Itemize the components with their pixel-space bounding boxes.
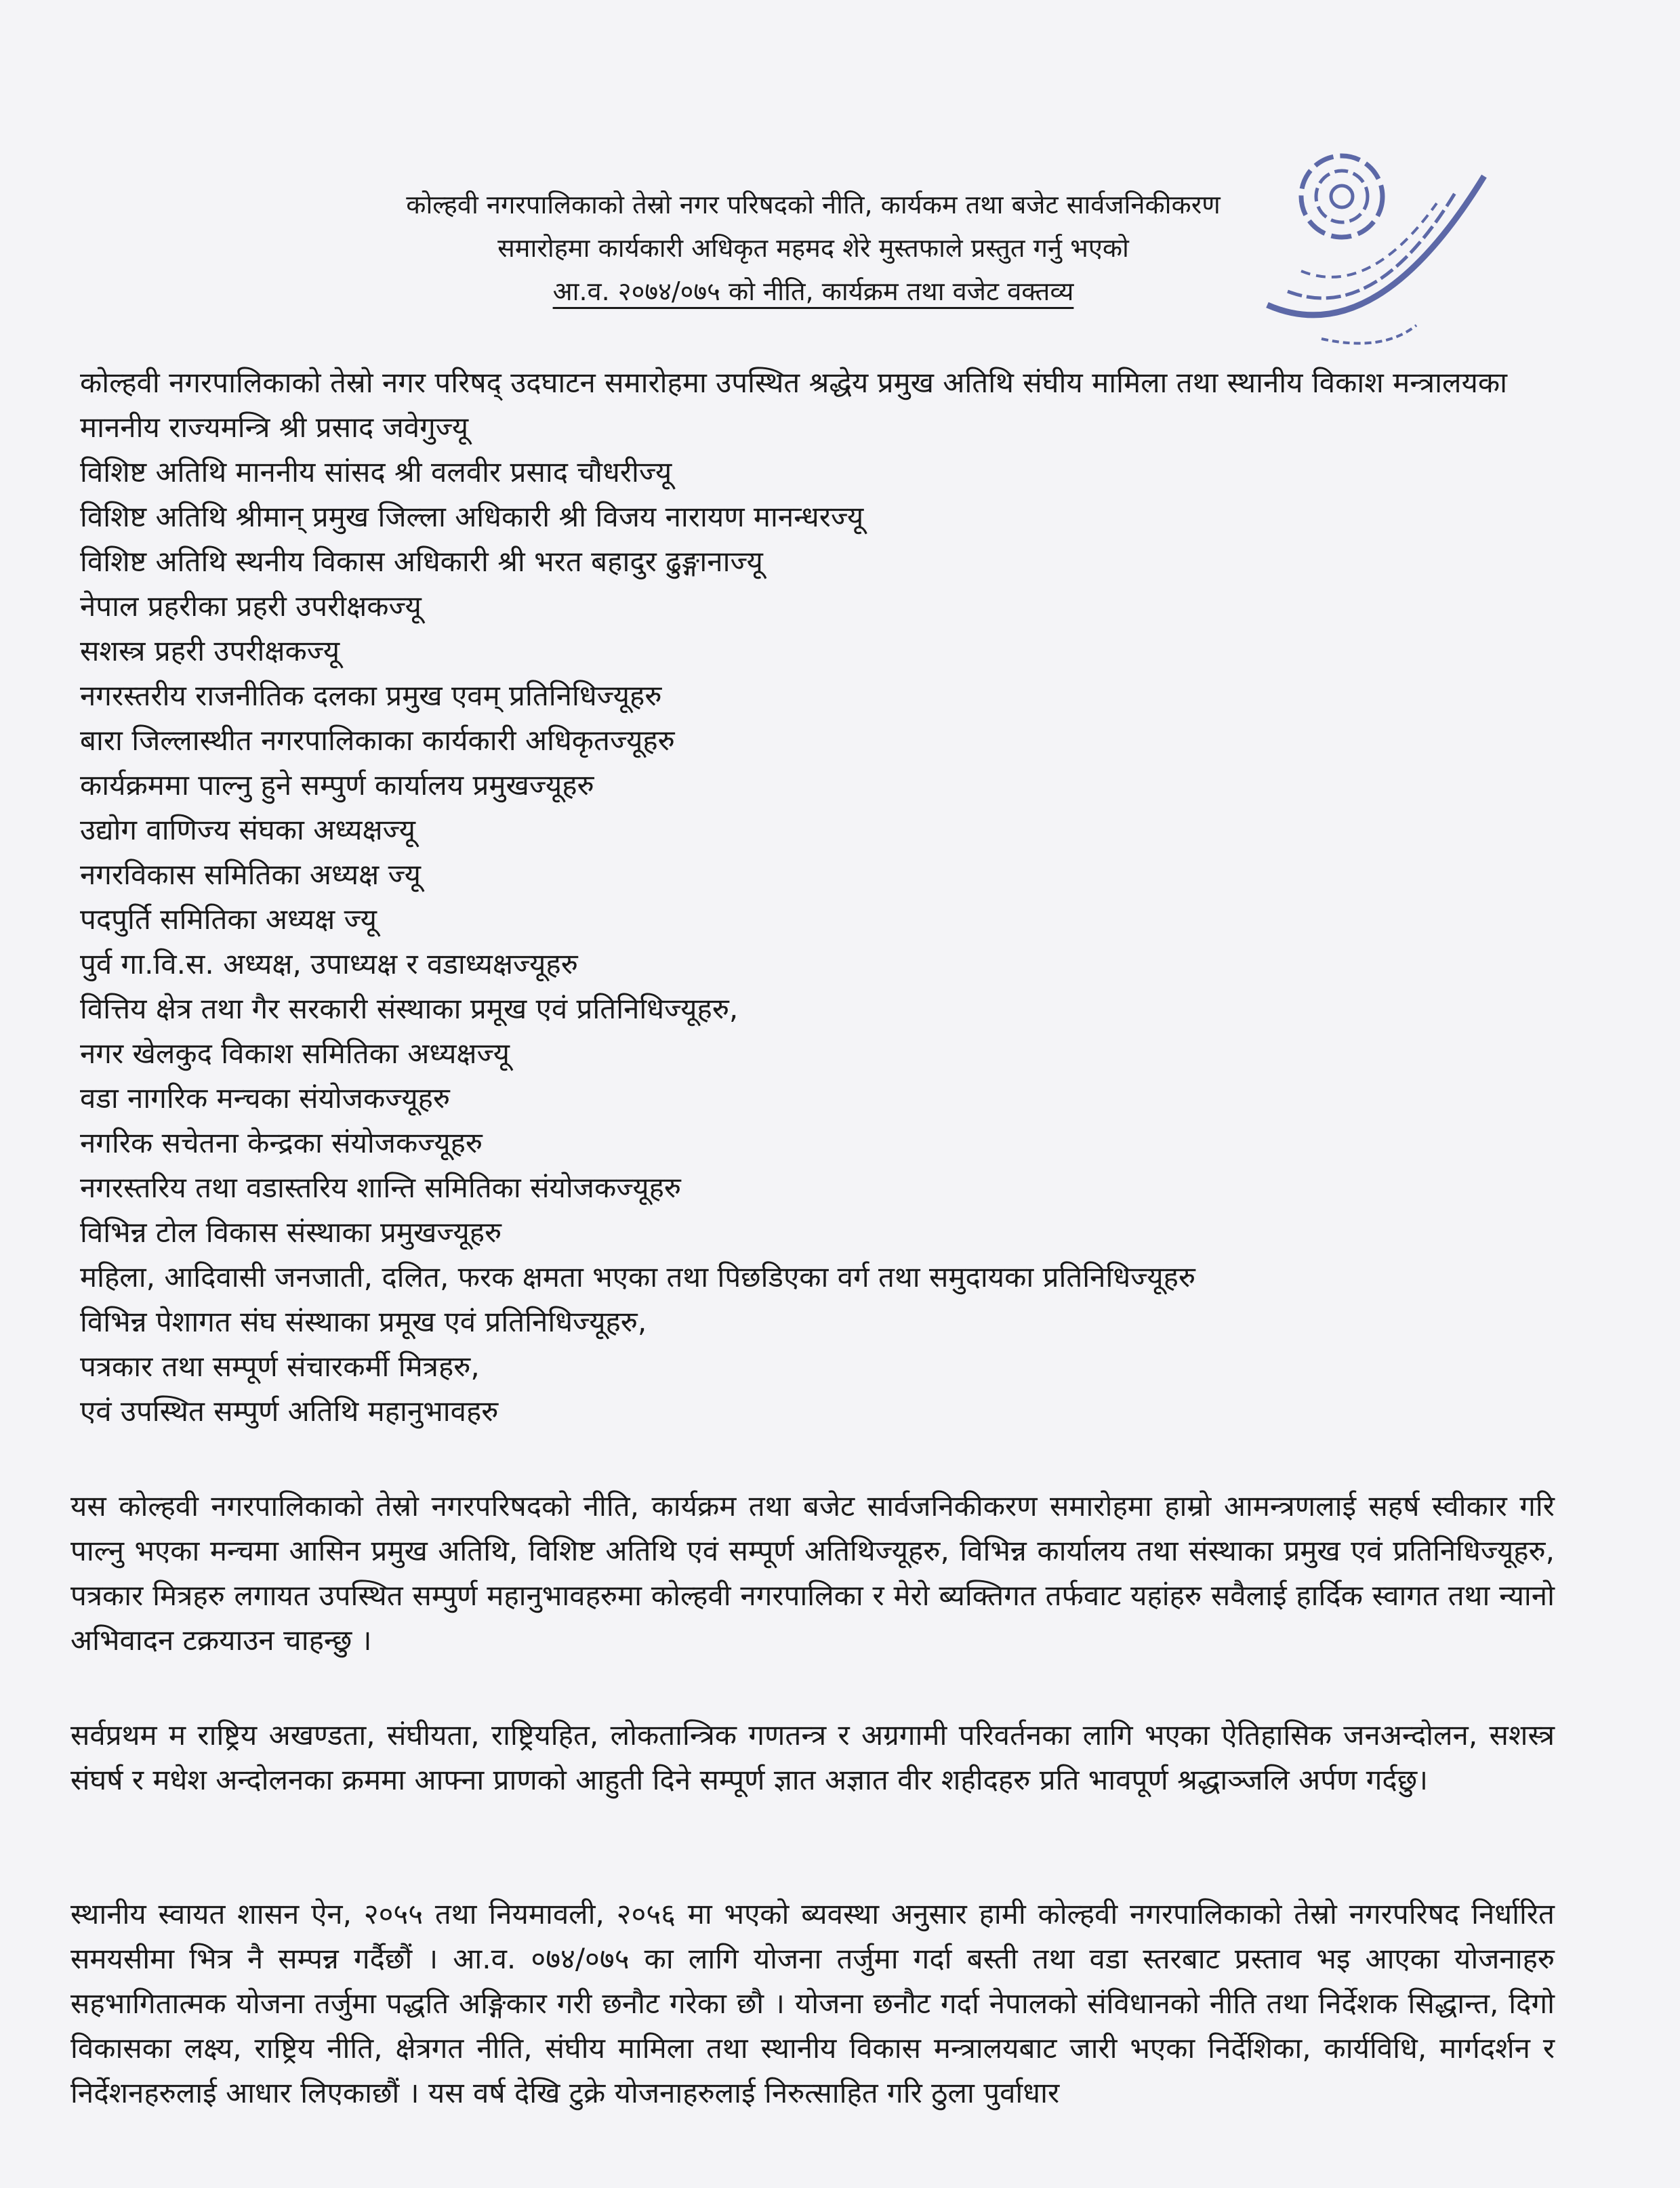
salutation-line: वित्तिय क्षेत्र तथा गैर सरकारी संस्थाका प्रमूख एवं प्रतिनिधिज्यूहरु, (80, 992, 739, 1025)
salutation-line: महिला, आदिवासी जनजाती, दलित, फरक क्षमता भएका तथा पिछडिएका वर्ग तथा समुदायका प्रतिनिधिज्यूहरु (80, 1260, 1195, 1294)
header-title-line-2: समारोहमा कार्यकारी अधिकृत महमद शेरे मुस्तफाले प्रस्तुत गर्नु भएको (497, 233, 1129, 263)
body-paragraph-planning: स्थानीय स्वायत शासन ऐन, २०५५ तथा नियमावली, २०५६ मा भएको ब्यवस्था अनुसार हामी कोल्हवी नगरपालिकाको तेस्रो नगरपरिषद निर्धारित समयसीमा भित्र नै सम्पन्न गर्दैछौं । आ.व. ०७४/०७५ का लागि योजना तर्जुमा गर्दा बस्ती तथा वडा स्तरबाट प्रस्ताव भइ आएका योजनाहरु सहभागितात्मक योजना तर्जुमा पद्धति अङ्गिकार गरी छनौट गरेका छौ । योजना छनौट गर्दा नेपालको संविधानको नीति तथा निर्देशक सिद्धान्त, दिगो विकासका लक्ष्य, राष्ट्रिय नीति, क्षेत्रगत नीति, संघीय मामिला तथा स्थानीय विकास मन्त्रालयबाट जारी भएका निर्देशिका, कार्यविधि, मार्गदर्शन र निर्देशनहरुलाई आधार लिएकाछौं । यस वर्ष देखि टुक्रे योजनाहरुलाई निरुत्साहित गरि ठुला पुर्वाधार (70, 1897, 1555, 2109)
salutation-line: पत्रकार तथा सम्पूर्ण संचारकर्मी मित्रहरु, (80, 1350, 480, 1383)
office-stamp-seal (1240, 136, 1511, 366)
salutation-line: उद्योग वाणिज्य संघका अध्यक्षज्यू (80, 813, 415, 846)
salutation-line: पुर्व गा.वि.स. अध्यक्ष, उपाध्यक्ष र वडाध्यक्षज्यूहरु (80, 947, 578, 981)
salutation-line: नगरिक सचेतना केन्द्रका संयोजकज्यूहरु (80, 1126, 483, 1159)
salutation-line: सशस्त्र प्रहरी उपरीक्षकज्यू (80, 634, 340, 667)
salutation-list (80, 360, 1537, 1434)
salutation-line: विशिष्ट अतिथि माननीय सांसद श्री वलवीर प्रसाद चौधरीज्यू (80, 455, 672, 489)
body-paragraph-tribute: सर्वप्रथम म राष्ट्रिय अखण्डता, संघीयता, राष्ट्रियहित, लोकतान्त्रिक गणतन्त्र र अग्रगामी परिवर्तनका लागि भएका ऐतिहासिक जनअन्दोलन, सशस्त्र संघर्ष र मधेश अन्दोलनका क्रममा आफ्ना प्राणको आहुती दिने सम्पूर्ण ज्ञात अज्ञात वीर शहीदहरु प्रति भावपूर्ण श्रद्धाञ्जलि अर्पण गर्दछु। (70, 1718, 1555, 1796)
salutation-line: विभिन्न पेशागत संघ संस्थाका प्रमूख एवं प्रतिनिधिज्यूहरु, (80, 1305, 647, 1338)
salutation-line: पदपुर्ति समितिका अध्यक्ष ज्यू (80, 903, 377, 936)
salutation-line: नगरस्तरिय तथा वडास्तरिय शान्ति समितिका संयोजकज्यूहरु (80, 1171, 682, 1204)
salutation-line: कोल्हवी नगरपालिकाको तेस्रो नगर परिषद् उदघाटन समारोहमा उपस्थित श्रद्धेय प्रमुख अतिथि संघीय मामिला तथा स्थानीय विकाश मन्त्रालयका माननीय राज्यमन्त्रि श्री प्रसाद जवेगुज्यू (80, 366, 1507, 444)
salutation-line: विभिन्न टोल विकास संस्थाका प्रमुखज्यूहरु (80, 1216, 502, 1249)
body-paragraph-welcome: यस कोल्हवी नगरपालिकाको तेस्रो नगरपरिषदको नीति, कार्यक्रम तथा बजेट सार्वजनिकीकरण समारोहमा हाम्रो आमन्त्रणलाई सहर्ष स्वीकार गरि पाल्नु भएका मन्चमा आसिन प्रमुख अतिथि, विशिष्ट अतिथि एवं सम्पूर्ण अतिथिज्यूहरु, विभिन्न कार्यालय तथा संस्थाका प्रमुख एवं प्रतिनिधिज्यूहरु, पत्रकार मित्रहरु लगायत उपस्थित सम्पुर्ण महानुभावहरुमा कोल्हवी नगरपालिका र मेरो ब्यक्तिगत तर्फवाट यहांहरु सवैलाई हार्दिक स्वागत तथा न्यानो अभिवादन टक्रयाउन चाहन्छु । (70, 1489, 1555, 1657)
salutation-line: नगरविकास समितिका अध्यक्ष ज्यू (80, 858, 422, 891)
header-title-line-3: आ.व. २०७४/०७५ को नीति, कार्यक्रम तथा वजेट वक्तव्य (552, 276, 1074, 306)
salutation-line: एवं उपस्थित सम्पुर्ण अतिथि महानुभावहरु (80, 1395, 499, 1428)
salutation-line: कार्यक्रममा पाल्नु हुने सम्पुर्ण कार्यालय प्रमुखज्यूहरु (80, 768, 594, 802)
header-title-line-1: कोल्हवी नगरपालिकाको तेस्रो नगर परिषदको नीति, कार्यकम तथा बजेट सार्वजनिकीकरण (406, 190, 1221, 220)
salutation-line: विशिष्ट अतिथि स्थनीय विकास अधिकारी श्री भरत बहादुर ढुङ्गानाज्यू (80, 545, 763, 578)
salutation-line: नगरस्तरीय राजनीतिक दलका प्रमुख एवम् प्रतिनिधिज्यूहरु (80, 679, 662, 712)
salutation-line: नगर खेलकुद विकाश समितिका अध्यक्षज्यू (80, 1037, 510, 1070)
salutation-line: वडा नागरिक मन्चका संयोजकज्यूहरु (80, 1081, 451, 1115)
salutation-line: बारा जिल्लास्थीत नगरपालिकाका कार्यकारी अधिकृतज्यूहरु (80, 724, 675, 757)
salutation-line: विशिष्ट अतिथि श्रीमान् प्रमुख जिल्ला अधिकारी श्री विजय नारायण मानन्धरज्यू (80, 500, 864, 533)
salutation-line: नेपाल प्रहरीका प्रहरी उपरीक्षकज्यू (80, 590, 422, 623)
